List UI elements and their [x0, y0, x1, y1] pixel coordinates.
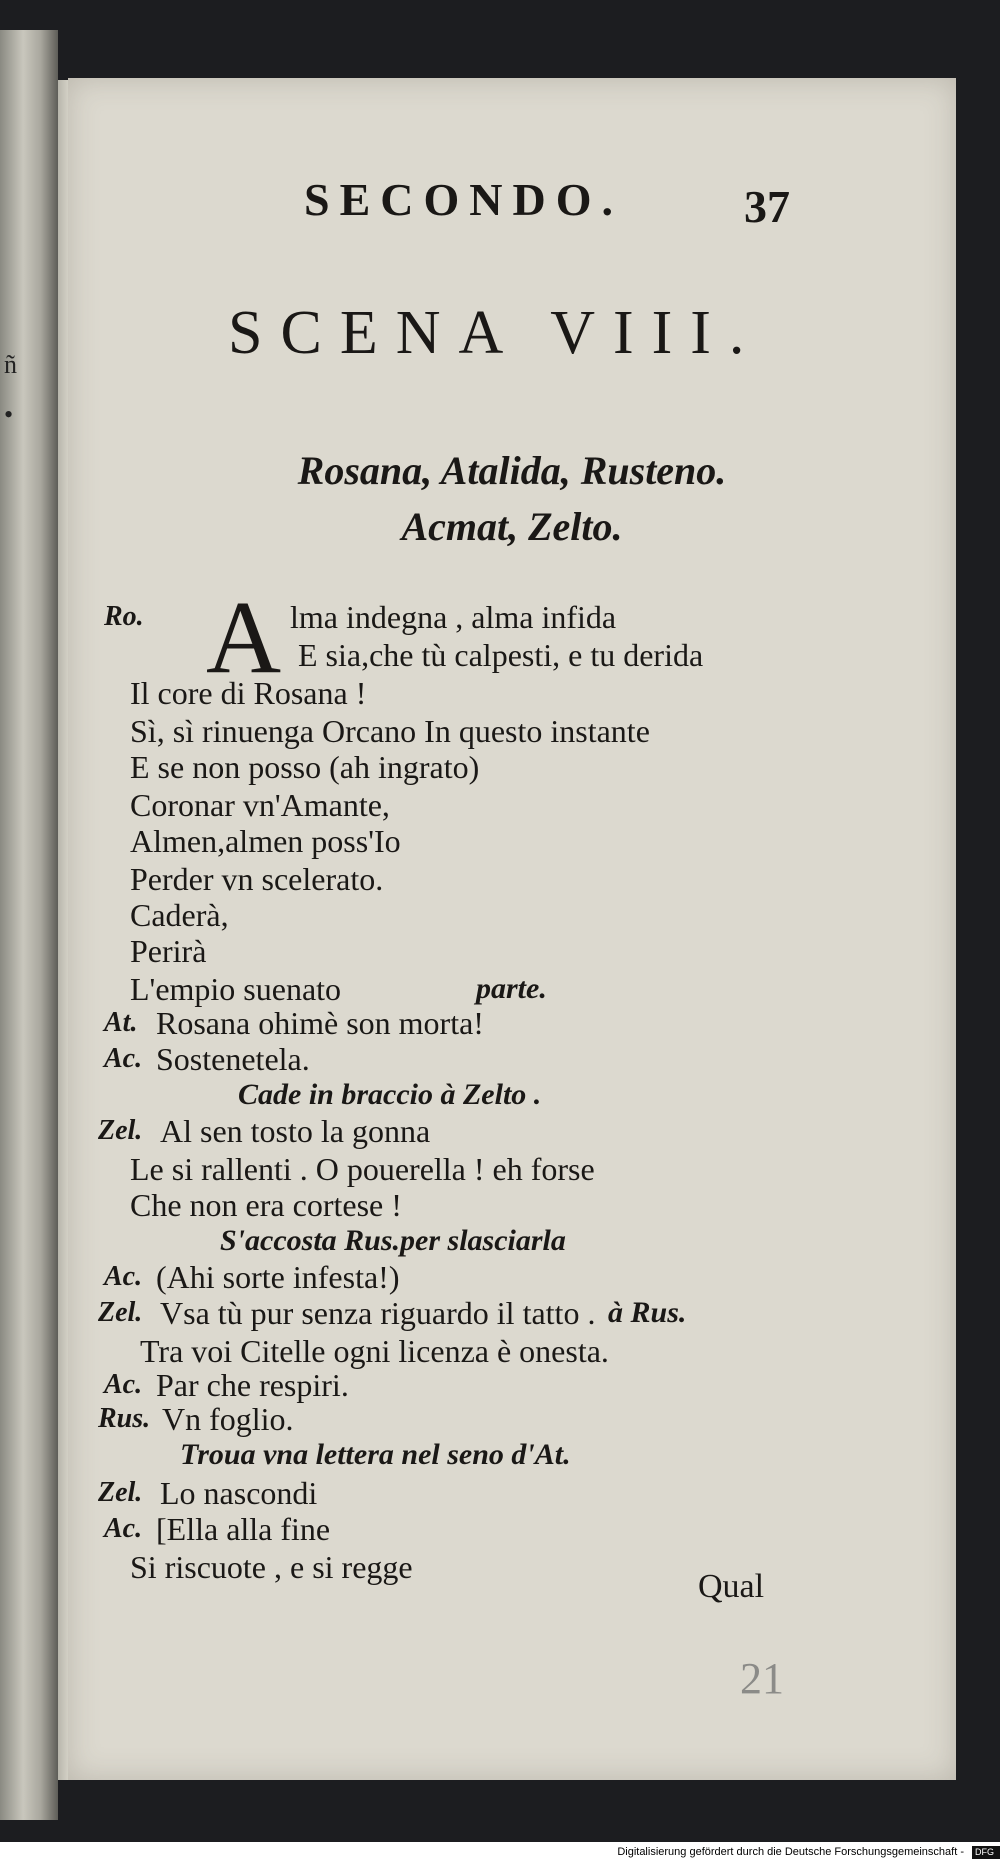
line-text: [Ella alla fine	[156, 1511, 331, 1547]
credit-text: Digitalisierung gefördert durch die Deutsche Forschungsgemeinschaft -	[617, 1846, 964, 1858]
line-text: Lo nascondi	[160, 1475, 318, 1511]
book-spine	[0, 30, 58, 1820]
running-head: SECONDO.	[304, 174, 623, 225]
line-text: Perder vn scelerato.	[130, 861, 384, 897]
line-text: Vn foglio.	[162, 1401, 294, 1437]
stage-direction: parte.	[476, 972, 547, 1005]
folio-mark: 21	[740, 1654, 784, 1703]
drop-cap: A	[206, 580, 282, 695]
line-text: Caderà,	[130, 897, 229, 933]
character-line: Rosana, Atalida, Rusteno.	[297, 448, 727, 493]
speaker-label: Ac.	[104, 1043, 143, 1074]
line-text: Sì, sì rinuenga Orcano In questo instante	[130, 713, 650, 749]
speaker-label: Ac.	[104, 1513, 143, 1544]
dfg-logo: DFG	[972, 1846, 1000, 1859]
line-text: (Ahi sorte infesta!)	[156, 1259, 400, 1295]
stage-direction: à Rus.	[608, 1296, 687, 1329]
line-text: Tra voi Citelle ogni licenza è onesta.	[140, 1333, 609, 1369]
line-text: Coronar vn'Amante,	[130, 787, 390, 823]
line-text: Perirà	[130, 933, 207, 969]
speaker-label: Ac.	[104, 1261, 143, 1292]
scene-title: SCENA VIII.	[228, 299, 763, 367]
stage-direction: Troua vna lettera nel seno d'At.	[180, 1438, 571, 1471]
line-text: Almen,almen poss'Io	[130, 823, 401, 859]
line-text: Par che respiri.	[156, 1367, 349, 1403]
speaker-label: Ac.	[104, 1369, 143, 1400]
speaker-label: Zel.	[98, 1477, 143, 1508]
page-number: 37	[744, 181, 790, 232]
speaker-label: Zel.	[98, 1115, 143, 1146]
stage-direction: Cade in braccio à Zelto .	[238, 1078, 542, 1111]
book-page	[68, 78, 956, 1780]
spine-mark: ñ	[4, 350, 17, 379]
line-text: Rosana ohimè son morta!	[156, 1005, 484, 1041]
line-text: Vsa tù pur senza riguardo il tatto .	[160, 1295, 596, 1331]
speaker-label: Ro.	[104, 601, 144, 632]
spine-mark: •	[4, 400, 14, 429]
line-text: lma indegna , alma infida	[290, 599, 617, 635]
line-text: E se non posso (ah ingrato)	[130, 749, 480, 785]
line-text: Il core di Rosana !	[130, 675, 367, 711]
catchword: Qual	[698, 1568, 765, 1605]
digitization-credit	[0, 1842, 1000, 1862]
line-text: Al sen tosto la gonna	[160, 1113, 431, 1149]
character-line: Acmat, Zelto.	[401, 504, 623, 549]
speaker-label: Zel.	[98, 1297, 143, 1328]
line-text: Le si rallenti . O pouerella ! eh forse	[130, 1151, 595, 1187]
line-text: Sostenetela.	[156, 1041, 310, 1077]
speaker-label: At.	[104, 1007, 138, 1038]
character-list	[68, 443, 956, 555]
stage-direction: S'accosta Rus.per slasciarla	[220, 1224, 566, 1257]
line-text: L'empio suenato	[130, 971, 342, 1007]
line-text: Si riscuote , e si regge	[130, 1549, 413, 1585]
speaker-label: Rus.	[98, 1403, 151, 1434]
line-text: E sia,che tù calpesti, e tu derida	[298, 637, 704, 673]
line-text: Che non era cortese !	[130, 1187, 402, 1223]
